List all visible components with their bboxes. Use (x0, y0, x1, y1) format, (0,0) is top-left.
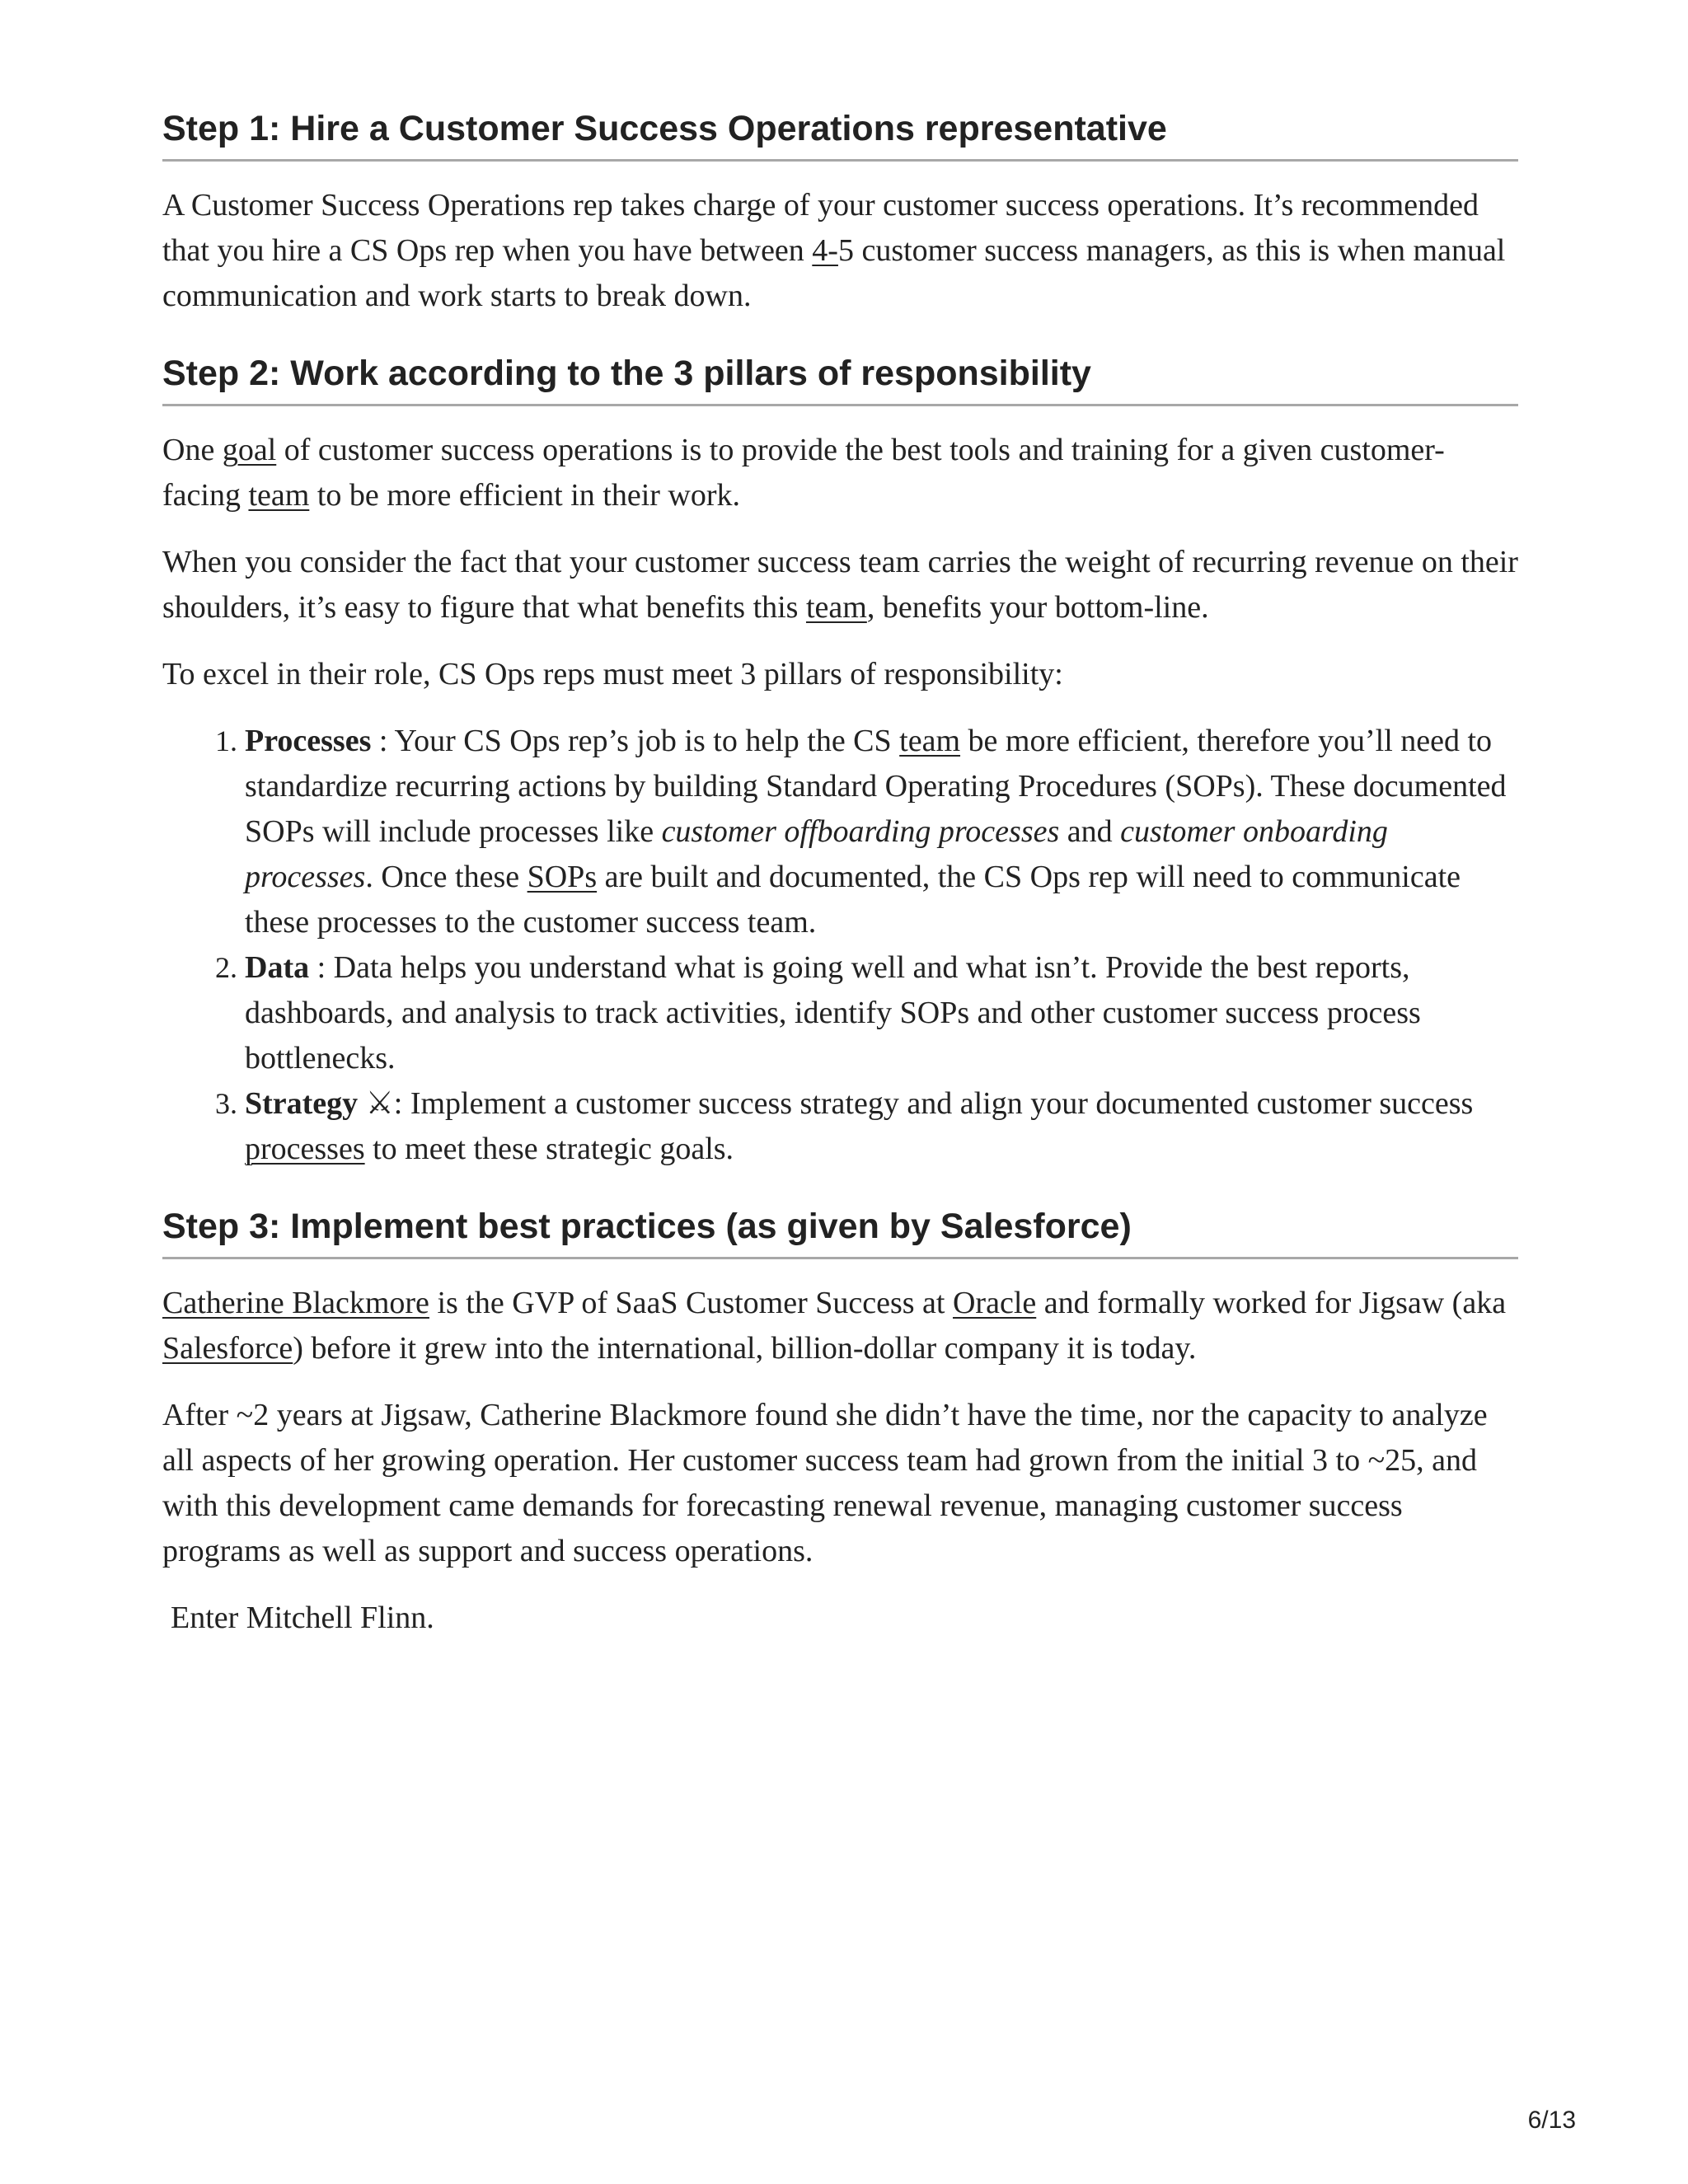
crossed-swords-icon: ⚔ (365, 1086, 394, 1121)
link-catherine-blackmore[interactable]: Catherine Blackmore (162, 1286, 429, 1320)
step-2-paragraph-3: To excel in their role, CS Ops reps must meet 3 pillars of responsibility: (162, 657, 1063, 691)
link-oracle[interactable]: Oracle (952, 1286, 1037, 1320)
pillar-strategy: 3. Strategy ⚔: Implement a customer success strategy and align your documented customer success processes to meet these strategic goals. (245, 1081, 1518, 1172)
link-salesforce[interactable]: Salesforce (162, 1331, 293, 1366)
step-1-paragraph: A Customer Success Operations rep takes charge of your customer success operations. It’s recommended that you hire a CS Ops rep when you have between 4-5 customer success managers, as this is when manual communication and work starts to break down. (162, 188, 1506, 313)
step-3-paragraph-3: Enter Mitchell Flinn. (171, 1601, 434, 1635)
step-2-section (162, 350, 1518, 1172)
step-2-paragraph-2: When you consider the fact that your customer success team carries the weight of recurring revenue on their shoulders, it’s easy to figure that what benefits this team, benefits your bottom-line. (162, 545, 1518, 625)
link-processes[interactable]: processes (245, 1132, 365, 1166)
pillar-processes: 1. Processes : Your CS Ops rep’s job is to help the CS team be more efficient, therefore you’ll need to standardize recurring actions by building Standard Operating Procedures (SOPs). These documented SOPs will include processes like customer offboarding processes and customer onboarding processes. Once these SOPs are built and documented, the CS Ops rep will need to communicate these processes to the customer success team. (245, 719, 1518, 945)
link-goal[interactable]: goal (222, 433, 277, 467)
link-4-5[interactable]: 4- (812, 233, 838, 268)
step-1-heading: Step 1: Hire a Customer Success Operations representative (162, 105, 1518, 162)
step-3-paragraph-1: Catherine Blackmore is the GVP of SaaS Customer Success at Oracle and formally worked for Jigsaw (aka Salesforce) before it grew into the international, billion-dollar company it is today. (162, 1286, 1507, 1366)
link-team[interactable]: team (805, 590, 867, 625)
step-3-heading: Step 3: Implement best practices (as given by Salesforce) (162, 1203, 1518, 1259)
step-3-section (162, 1203, 1518, 1641)
step-2-heading: Step 2: Work according to the 3 pillars of responsibility (162, 350, 1518, 406)
article-body (162, 105, 1518, 1641)
page-number: 6/13 (1527, 2107, 1576, 2134)
step-3-paragraph-2: After ~2 years at Jigsaw, Catherine Blackmore found she didn’t have the time, nor the capacity to analyze all aspects of her growing operation. Her customer success team had grown from the initial 3 to ~25, and with this development came demands for forecasting renewal revenue, managing customer success programs as well as support and success operations. (162, 1398, 1488, 1568)
link-sops[interactable]: SOPs (527, 860, 598, 894)
link-team[interactable]: team (248, 478, 310, 513)
step-1-section (162, 105, 1518, 319)
pillars-list (162, 719, 1518, 1172)
step-2-paragraph-1: One goal of customer success operations is to provide the best tools and training for a given customer-facing team to be more efficient in their work. (162, 433, 1445, 513)
link-team[interactable]: team (899, 724, 961, 758)
pillar-data: 2. Data : Data helps you understand what is going well and what isn’t. Provide the best reports, dashboards, and analysis to track activities, identify SOPs and other customer success process bottlenecks. (245, 945, 1518, 1081)
